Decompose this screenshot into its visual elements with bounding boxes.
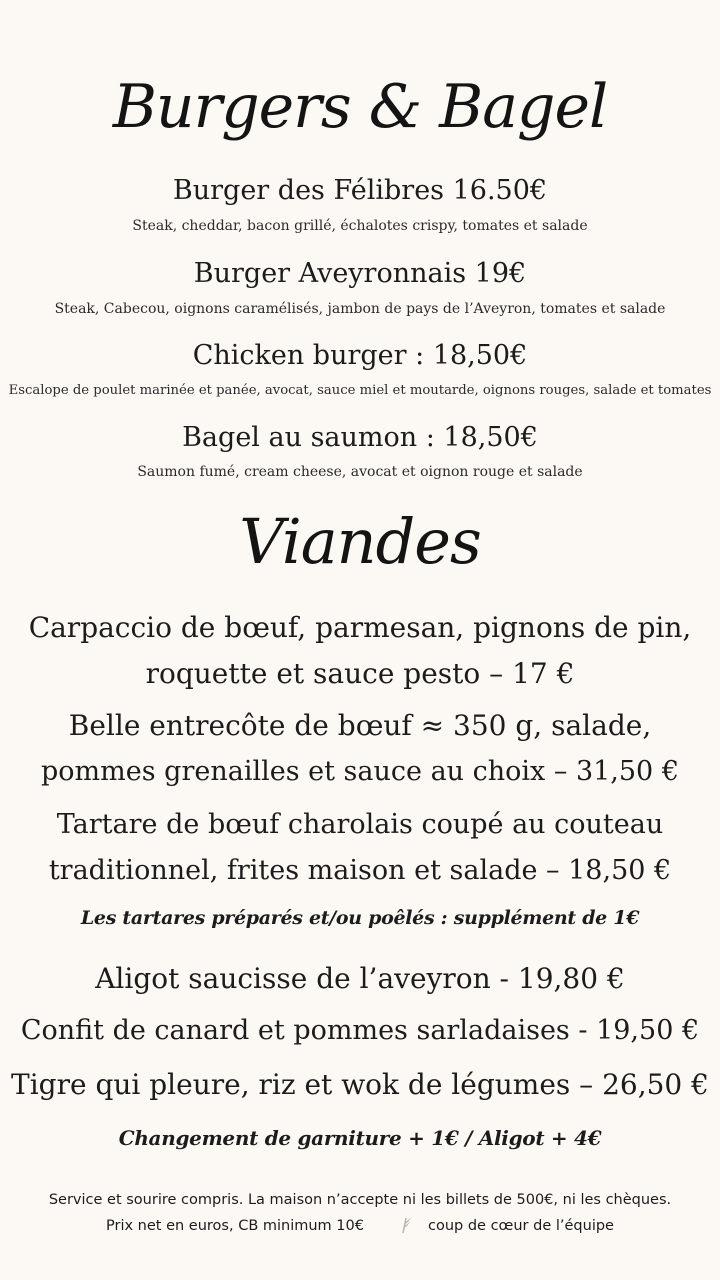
- garniture-note: Changement de garniture + 1€ / Aligot + 4€: [118, 1126, 602, 1150]
- meat-item-line: Belle entrecôte de bœuf ≈ 350 g, salade,: [68, 709, 652, 742]
- meat-item-line: Carpaccio de bœuf, parmesan, pignons de pin,: [28, 611, 692, 644]
- footer-favorite-legend: coup de cœur de l’équipe: [427, 1218, 614, 1234]
- section-heading-viandes: Viandes: [239, 505, 481, 578]
- menu-item-description: Steak, cheddar, bacon grillé, échalotes crispy, tomates et salade: [132, 218, 588, 234]
- footer-info-line: [0, 1216, 720, 1234]
- meat-item-line: roquette et sauce pesto – 17 €: [145, 657, 575, 690]
- menu-item-title: Chicken burger : 18,50€: [192, 340, 528, 371]
- meat-item-line: Aligot saucisse de l’aveyron - 19,80 €: [95, 962, 625, 995]
- menu-item-title: Bagel au saumon : 18,50€: [182, 422, 538, 453]
- meat-item-line: Confit de canard et pommes sarladaises - 19,50 €: [20, 1015, 700, 1046]
- meat-item-line: Tartare de bœuf charolais coupé au couteau: [56, 809, 664, 840]
- tartare-supplement-note: Les tartares préparés et/ou poêlés : supplément de 1€: [80, 907, 640, 929]
- meat-item-line: traditionnel, frites maison et salade – 18,50 €: [48, 855, 672, 886]
- wheat-leaf-icon: [400, 1216, 414, 1234]
- meat-item-line: Tigre qui pleure, riz et wok de légumes – 26,50 €: [11, 1068, 709, 1101]
- menu-item-title: Burger des Félibres 16.50€: [172, 175, 548, 206]
- footer-policy-line: Service et sourire compris. La maison n’accepte ni les billets de 500€, ni les chèques.: [48, 1192, 672, 1208]
- meat-item-line: pommes grenailles et sauce au choix – 31,50 €: [41, 756, 679, 787]
- section-heading-burgers: Burgers & Bagel: [112, 72, 608, 142]
- menu-item-description: Steak, Cabecou, oignons caramélisés, jambon de pays de l’Aveyron, tomates et salade: [54, 301, 666, 317]
- footer-payment-info: Prix net en euros, CB minimum 10€: [106, 1218, 364, 1234]
- menu-item-description: Escalope de poulet marinée et panée, avocat, sauce miel et moutarde, oignons rouges, salade et tomates: [8, 383, 712, 398]
- menu-item-description: Saumon fumé, cream cheese, avocat et oignon rouge et salade: [137, 464, 583, 480]
- menu-item-title: Burger Aveyronnais 19€: [193, 258, 527, 289]
